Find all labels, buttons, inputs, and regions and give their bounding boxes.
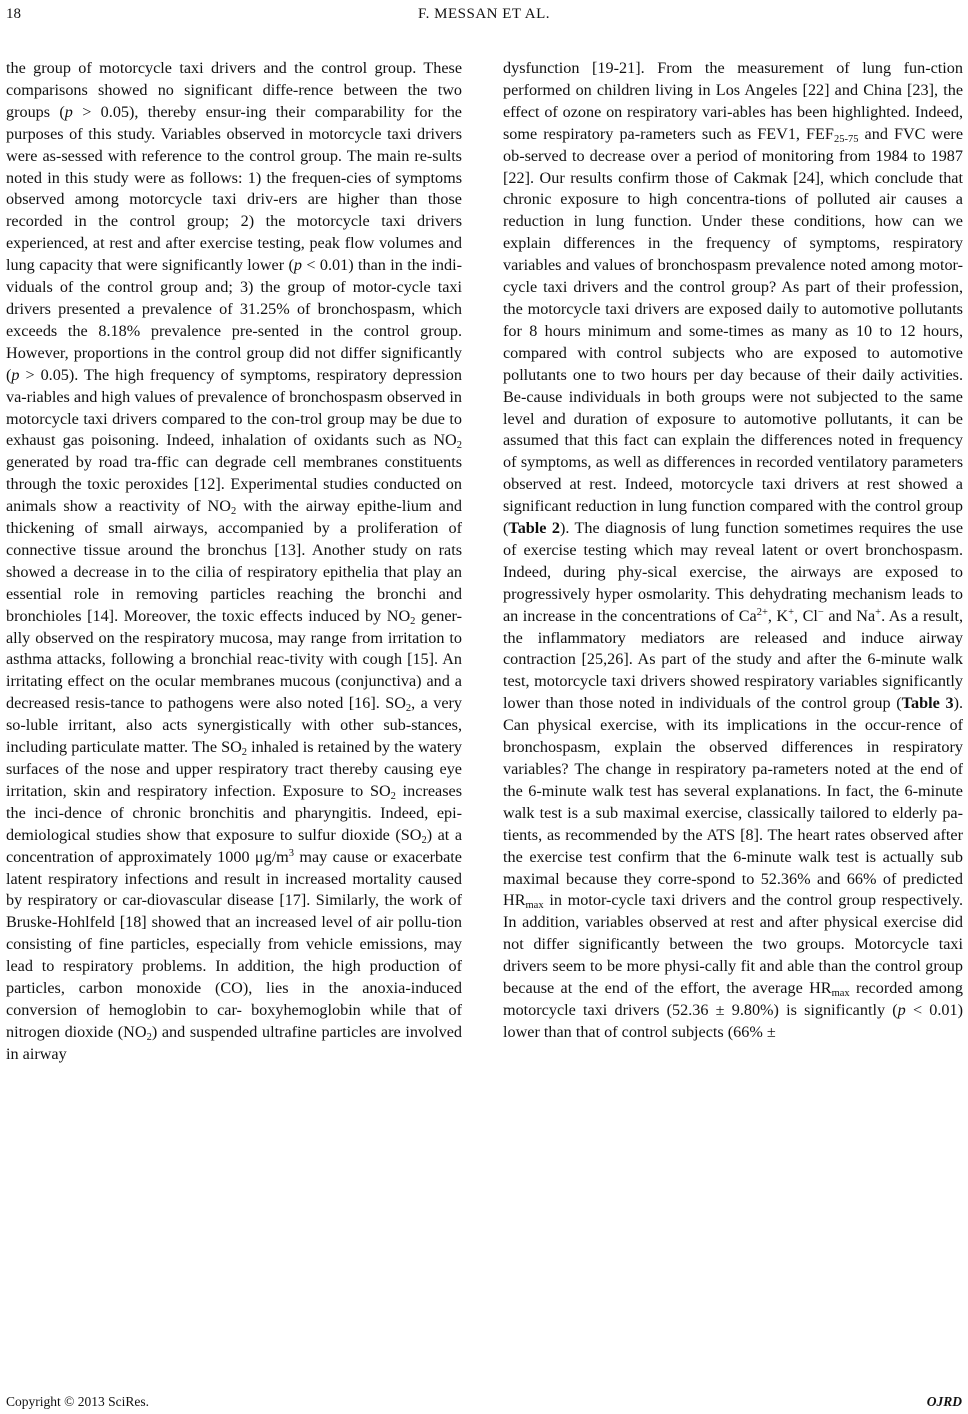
text-run: p xyxy=(897,1000,906,1019)
text-run: dysfunction [19-21]. From the measurement of lung fun-ction performed on children living in Los Angeles [22] and China [23], the effect of ozone on respiratory vari-ables has been highlighted. Indeed, some respiratory pa-rameters such as FEV1, FEF xyxy=(503,59,963,143)
copyright-notice: Copyright © 2013 SciRes. xyxy=(6,1394,150,1409)
body-paragraph xyxy=(6,58,462,1066)
text-run: 3 xyxy=(288,847,295,859)
text-run: 25-75 xyxy=(833,133,859,145)
text-run: < 0.01) lower than that of control subjects (66% ± xyxy=(503,1000,963,1041)
text-run: p xyxy=(11,365,20,384)
text-run: Table 2 xyxy=(508,519,560,538)
text-run: 2 xyxy=(390,790,396,802)
text-run: 2 xyxy=(410,615,416,627)
text-run: generated by road tra-ffic can degrade cell membranes constituents through the toxic peroxides [12]. Experimental studies conducted on animals show a reactivity of NO xyxy=(6,453,462,516)
page-header xyxy=(0,6,968,30)
text-run: > 0.05), thereby ensur-ing their comparability for the purposes of this study. Variables observed in motorcycle taxi drivers were as-sessed with reference to the control group. The main re-sults noted in this study were as follows: 1) the frequen-cies of symptoms observed among motorcycle taxi driv-ers are higher than those recorded in the control group; 2) the motorcycle taxi drivers experienced, at rest and after exercise testing, peak flow volumes and lung capacity that were significantly lower ( xyxy=(6,102,462,275)
text-run: , K xyxy=(767,606,789,625)
text-run: ) at a concentration of approximately 1000 μg/m xyxy=(6,825,463,866)
text-run: − xyxy=(817,606,824,618)
text-run: , Cl xyxy=(794,606,818,625)
text-run: 2+ xyxy=(756,606,768,618)
text-run: 2 xyxy=(230,506,237,518)
text-run: recorded among motorcycle taxi drivers (52.36 ± 9.80%) is significantly ( xyxy=(503,979,963,1019)
text-run: 2 xyxy=(421,834,427,846)
text-run: + xyxy=(875,606,882,618)
text-run: inhaled is retained by the watery surfaces of the nose and upper respiratory tract thereby causing eye irritation, skin and respiratory infection. Exposure to SO xyxy=(6,738,462,800)
text-run: may cause or exacerbate latent respiratory infections and result in increased mortality caused by respiratory or car-diovascular disease [17]. Similarly, the work of Bruske-Hohlfeld [18] showed that an increased level of air pollu-tion consisting of fine particles, especially from vehicle emissions, may lead to respiratory problems. In addition, the high production of particles, carbon monoxide (CO), lies in the anoxia-induced conversion of hemoglobin to car- boxyhemoglobin while that of nitrogen dioxide (NO xyxy=(6,847,462,1041)
text-run: ). The diagnosis of lung function sometimes requires the use of exercise testing which may reveal latent or overt bronchospasm. Indeed, during phy-sical exercise, the airways are exposed to progressively hyper osmolarity. This dehydrating mechanism leads to an increase in the concentrations of Ca xyxy=(503,519,964,625)
body-paragraph xyxy=(503,58,963,1044)
text-run: the group of motorcycle taxi drivers and the control group. These comparisons showed no significant diffe-rence between the two groups ( xyxy=(6,59,462,121)
page-number: 18 xyxy=(6,6,21,22)
text-run: Table 3 xyxy=(901,694,954,713)
text-run: , a very so-luble irritant, also acts synergistically with other sub-stances, including particulate matter. The SO xyxy=(6,694,462,757)
text-run: > 0.05). The high frequency of symptoms, respiratory depression va-riables and high values of prevalence of bronchospasm observed in motorcycle taxi drivers compared to the con-trol group may be due to exhaust gas poisoning. Indeed, inhalation of oxidants such as NO xyxy=(6,365,462,450)
text-run: and FVC were ob-served to decrease over a period of monitoring from 1984 to 1987 [22]. Our results confirm those of Cakmak [24], which conclude that chronic exposure to high concentra-tions of polluted air causes a reduction in lung function. Under these conditions, how can we explain differences in the frequency of symptoms, respiratory variables and values of bronchospasm prevalence noted among motor-cycle taxi drivers and the control group? As part of their profession, the motorcycle taxi drivers are exposed daily to automotive pollutants for 8 hours minimum and some-times as many as 10 to 12 hours, compared with control subjects who are exposed to automotive pollutants one to two hours per day because of their daily activities. Be-cause individuals in both groups were not subjected to the same level and duration of exposure to automotive pollutants, it can be assumed that this fact can explain the differences noted in frequency of symptoms, as well as differences in recorded ventilatory parameters observed at rest. Indeed, motorcycle taxi drivers at rest showed a significant reduction in lung function compared with the control group ( xyxy=(503,124,964,538)
left-column xyxy=(6,58,462,1066)
text-run: . As a result, the inflammatory mediators are released and induce airway contraction [25,26]. As part of the study and after the 6-minute walk test, motorcycle taxi drivers showed respiratory variables significantly lower than those noted in individuals of the control group ( xyxy=(503,606,963,713)
text-run: p xyxy=(64,102,73,121)
page-footer xyxy=(0,1394,968,1412)
text-run: and Na xyxy=(823,606,876,625)
text-run: p xyxy=(293,256,303,275)
text-run: 2 xyxy=(405,703,412,715)
text-run: ). Can physical exercise, with its implications in the occur-rence of bronchospasm, explain the observed differences in respiratory variables? The change in respiratory pa-rameters noted at the end of the 6-minute walk test has several explanations. In fact, the 6-minute walk test is a sub maximal exercise, classically tailored to elderly pa-tients, as recommended by the ATS [8]. The heart rates observed after the exercise test confirm that the 6-minute walk test is actually sub maximal because they corre-spond to 52.36% and 66% of predicted HR xyxy=(503,694,963,910)
text-run: in motor-cycle taxi drivers and the control group respectively. In addition, variables observed at rest and after physical exercise did not differ significantly between the two groups. Motorcycle taxi drivers seem to be more physi-cally fit and able than the control group because at the end of the effort, the average HR xyxy=(503,891,963,998)
text-run: max xyxy=(831,988,850,1000)
journal-abbrev: OJRD xyxy=(926,1394,962,1409)
text-run: 2 xyxy=(146,1031,152,1043)
text-run: gener-ally observed on the respiratory mucosa, may range from irritation to asthma attacks, following a bronchial reac-tivity with cough [15]. An irritating effect on the ocular membranes mucous (conjunctiva) and a decreased resis-tance to pathogens were also noted [16]. SO xyxy=(6,606,462,713)
text-run: 2 xyxy=(456,440,462,452)
text-run: increases the inci-dence of chronic bronchitis and pharyngitis. Indeed, epi-demiological studies show that exposure to sulfur dioxide (SO xyxy=(6,781,462,844)
text-run: 2 xyxy=(241,747,248,759)
text-run: < 0.01) than in the indi-viduals of the control group and; 3) the group of motor-cycle taxi drivers presented a prevalence of 31.25% of bronchospasm, which exceeds the 8.18% prevalence pre-sented in the control group. However, proportions in the control group did not differ significantly ( xyxy=(6,256,462,384)
text-run: with the airway epithe-lium and thickening of small airways, accompanied by a proliferation of connective tissue around the bronchus [13]. Another study on rats showed a decrease in to the cilia of respiratory epithelia that play an essential role in removing particles reaching the bronchi and bronchioles [14]. Moreover, the toxic effects induced by NO xyxy=(6,497,463,625)
text-run: max xyxy=(525,900,544,912)
running-head: F. MESSAN ET AL. xyxy=(418,6,550,22)
text-run: + xyxy=(788,606,795,618)
right-column xyxy=(503,58,963,1044)
text-run: ) and suspended ultrafine particles are involved in airway xyxy=(6,1022,462,1063)
